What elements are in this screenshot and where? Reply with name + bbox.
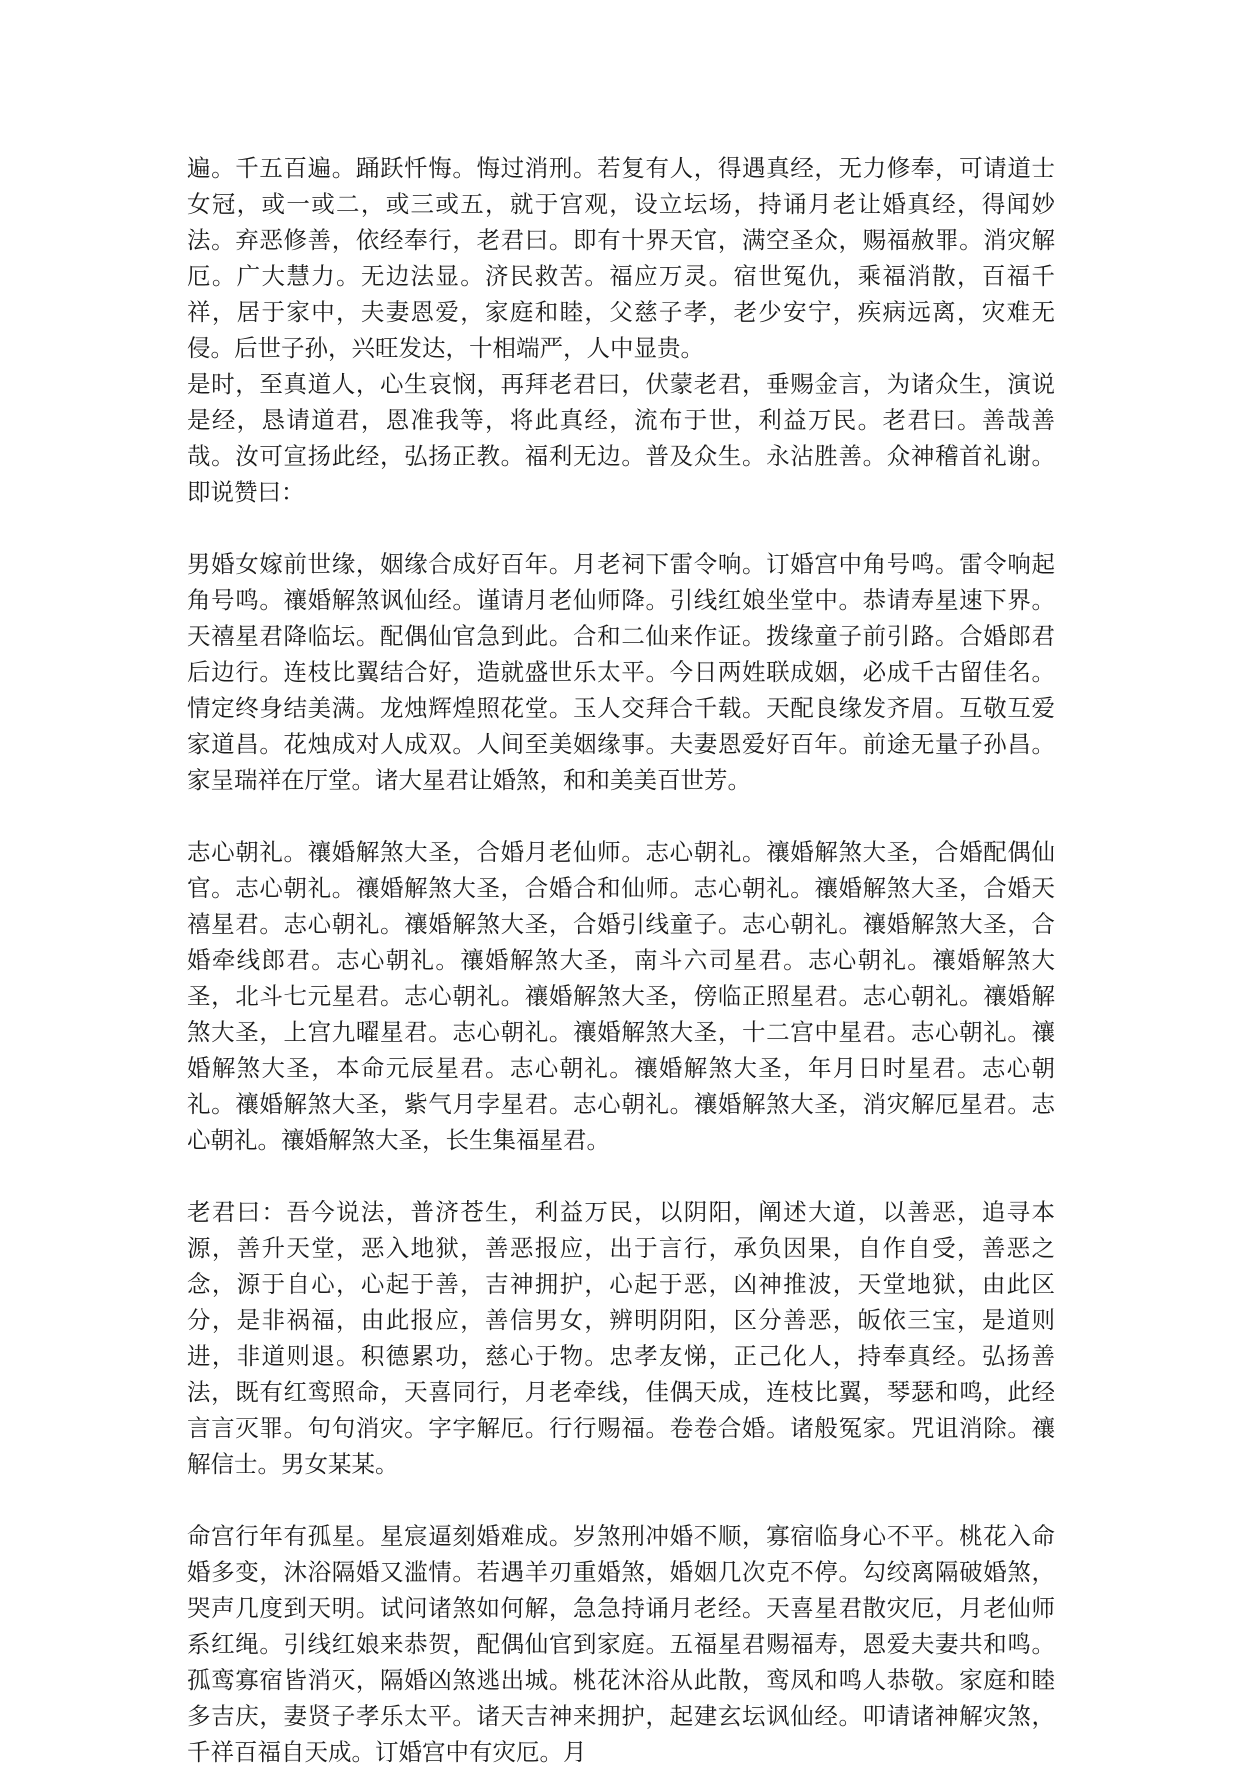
paragraph-4: 志心朝礼。禳婚解煞大圣，合婚月老仙师。志心朝礼。禳婚解煞大圣，合婚配偶仙官。志心朝礼。禳婚解煞大圣，合婚合和仙师。志心朝礼。禳婚解煞大圣，合婚天禧星君。志心朝礼。禳婚解煞大圣，合婚引线童子。志心朝礼。禳婚解煞大圣，合婚牵线郎君。志心朝礼。禳婚解煞大圣，南斗六司星君。志心朝礼。禳婚解煞大圣，北斗七元星君。志心朝礼。禳婚解煞大圣，傍临正照星君。志心朝礼。禳婚解煞大圣，上宫九曜星君。志心朝礼。禳婚解煞大圣，十二宫中星君。志心朝礼。禳婚解煞大圣，本命元辰星君。志心朝礼。禳婚解煞大圣，年月日时星君。志心朝礼。禳婚解煞大圣，紫气月孛星君。志心朝礼。禳婚解煞大圣，消灾解厄星君。志心朝礼。禳婚解煞大圣，长生集福星君。 <box>187 838 1055 1154</box>
paragraph-1: 遍。千五百遍。踊跃忏悔。悔过消刑。若复有人，得遇真经，无力修奉，可请道士女冠，或一或二，或三或五，就于宫观，设立坛场，持诵月老让婚真经，得闻妙法。弃恶修善，依经奉行，老君曰。即有十界天官，满空圣众，赐福赦罪。消灾解厄。广大慧力。无边法显。济民救苦。福应万灵。宿世冤仇，乘福消散，百福千祥，居于家中，夫妻恩爱，家庭和睦，父慈子孝，老少安宁，疾病远离，灾难无侵。后世子孙，兴旺发达，十相端严，人中显贵。 <box>187 154 1055 362</box>
paragraph-6: 命宫行年有孤星。星宸逼刻婚难成。岁煞刑冲婚不顺，寡宿临身心不平。桃花入命婚多变，沐浴隔婚又滥情。若遇羊刃重婚煞，婚姻几次克不停。勾绞离隔破婚煞，哭声几度到天明。试问诸煞如何解，急急持诵月老经。天喜星君散灾厄，月老仙师系红绳。引线红娘来恭贺，配偶仙官到家庭。五福星君赐福寿，恩爱夫妻共和鸣。孤鸾寡宿皆消灭，隔婚凶煞逃出城。桃花沐浴从此散，鸾凤和鸣人恭敬。家庭和睦多吉庆，妻贤子孝乐太平。诸天吉神来拥护，起建玄坛讽仙经。叩请诸神解灾煞，千祥百福自天成。订婚宫中有灾厄。月 <box>187 1522 1055 1766</box>
paragraph-5: 老君曰：吾今说法，普济苍生，利益万民，以阴阳，阐述大道，以善恶，追寻本源，善升天堂，恶入地狱，善恶报应，出于言行，承负因果，自作自受，善恶之念，源于自心，心起于善，吉神拥护，心起于恶，凶神推波，天堂地狱，由此区分，是非祸福，由此报应，善信男女，辨明阴阳，区分善恶，皈依三宝，是道则进，非道则退。积德累功，慈心于物。忠孝友悌，正己化人，持奉真经。弘扬善法，既有红鸾照命，天喜同行，月老牵线，佳偶天成，连枝比翼，琴瑟和鸣，此经言言灭罪。句句消灾。字字解厄。行行赐福。卷卷合婚。诸般冤家。咒诅消除。禳解信士。男女某某。 <box>187 1198 1055 1478</box>
paragraph-3: 男婚女嫁前世缘，姻缘合成好百年。月老祠下雷令响。订婚宫中角号鸣。雷令响起角号鸣。禳婚解煞讽仙经。谨请月老仙师降。引线红娘坐堂中。恭请寿星速下界。天禧星君降临坛。配偶仙官急到此。合和二仙来作证。拨缘童子前引路。合婚郎君后边行。连枝比翼结合好，造就盛世乐太平。今日两姓联成姻，必成千古留佳名。情定终身结美满。龙烛辉煌照花堂。玉人交拜合千载。天配良缘发齐眉。互敬互爱家道昌。花烛成对人成双。人间至美姻缘事。夫妻恩爱好百年。前途无量子孙昌。家呈瑞祥在厅堂。诸大星君让婚煞，和和美美百世芳。 <box>187 550 1055 794</box>
document-page <box>187 150 1055 1770</box>
paragraph-2: 是时，至真道人，心生哀悯，再拜老君曰，伏蒙老君，垂赐金言，为诸众生，演说是经，恳请道君，恩准我等，将此真经，流布于世，利益万民。老君曰。善哉善哉。汝可宣扬此经，弘扬正教。福利无边。普及众生。永沾胜善。众神稽首礼谢。即说赞曰： <box>187 370 1055 506</box>
